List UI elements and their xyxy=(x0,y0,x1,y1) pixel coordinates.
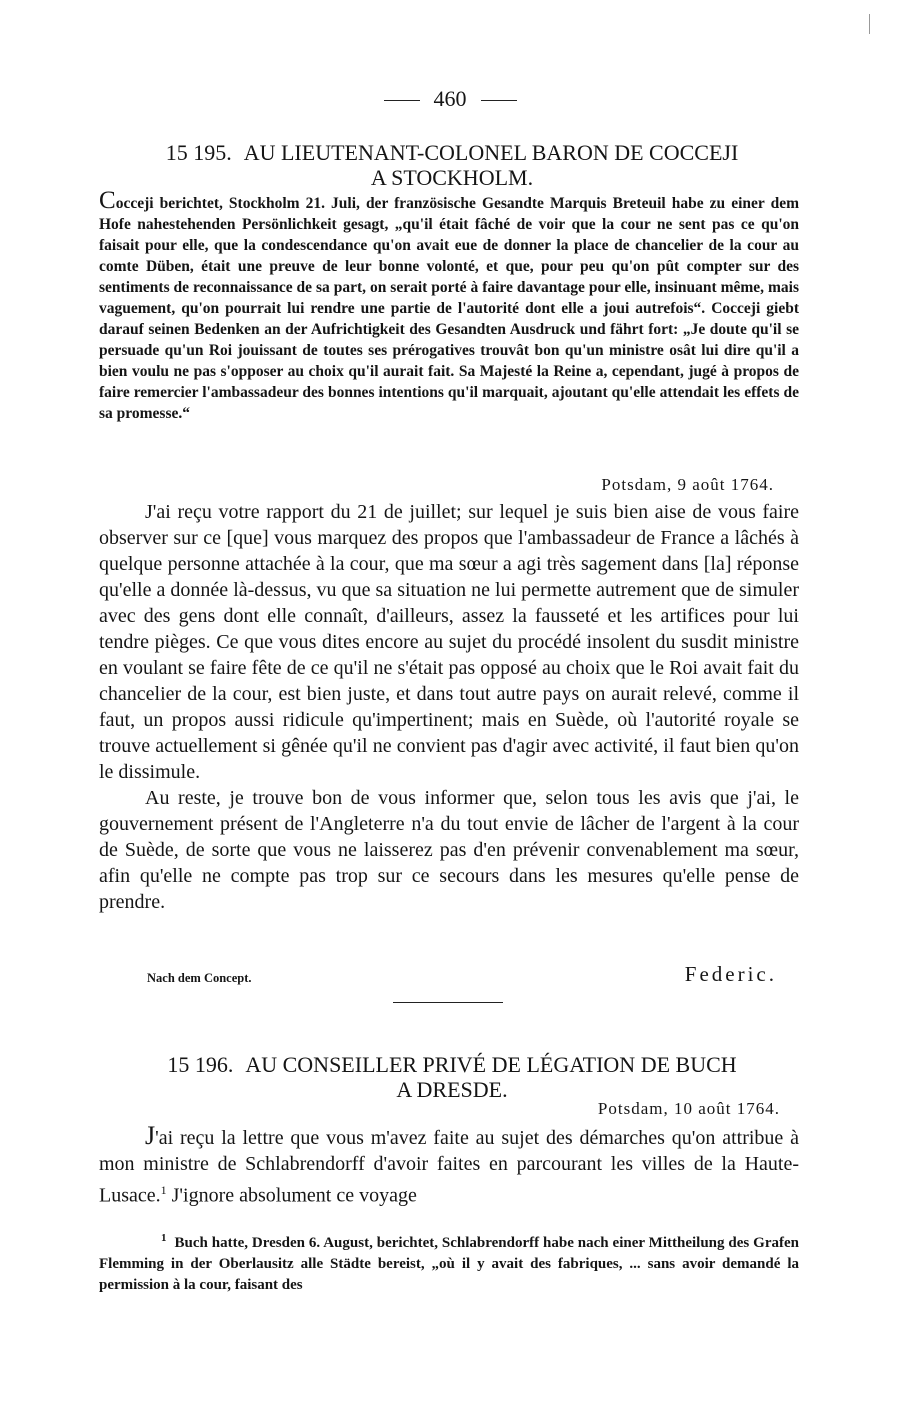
letter-heading-line1 xyxy=(108,1052,796,1077)
page-number-dash-right xyxy=(481,100,517,101)
page-number-text: 460 xyxy=(433,86,467,111)
letter-heading xyxy=(108,1052,796,1102)
summary-text: occeji berichtet, Stockholm 21. Juli, der französische Gesandte Marquis Breteuil habe zu einer dem Hofe nahestehenden Persönlichkeit gesagt, „qu'il était fâché de voir que la cour ne sent pas ce qu'on faisait pour elle, que la condescendance qu'on avait eue de donner la place de chancelier de la cour au comte Düben, était une preuve de leur bonne volonté, et que, pour peu qu'on pût compter sur des sentiments de reconnaissance de sa part, on serait porté à faire davantage pour elle, insinuant même, mais vaguement, qu'on pourrait lui rendre une partie de l'autorité dont elle a joui autrefois“. Cocceji giebt darauf seinen Bedenken an der Aufrichtigkeit des Gesandten Ausdruck und fährt fort: „Je doute qu'il se persuade qu'un Roi jouissant de toutes ses prérogatives trouvât bon qu'un ministre osât lui dire qu'il a bien voulu ne pas s'opposer au choix qu'il aurait fait. Sa Majesté la Reine a, cependant, jugé à propos de faire remercier l'ambassadeur des bonnes intentions qu'il marquait, ajoutant qu'elle attendait les effets de sa promesse.“ xyxy=(99,195,799,422)
page-number xyxy=(0,86,900,112)
source-note: Nach dem Concept. xyxy=(147,971,252,985)
letter-body xyxy=(99,499,799,915)
letter-paragraph: J'ai reçu votre rapport du 21 de juillet; sur lequel je suis bien aise de vous faire observer sur ce [que] vous marquez des propos que l'ambassadeur de France a lâchés à quelque personne attachée à la cour, que ma sœur a agi très sagement dans [la] réponse qu'elle a donnée là-dessus, vu que sa situation ne lui permette autrement que de simuler avec des gens dont elle connaît, d'ailleurs, assez la fausseté et les artifices pour lui tendre pièges. Ce que vous dites encore au sujet du procédé insolent du susdit ministre en voulant se faire fête de ce qu'il ne s'était pas opposé au choix que le Roi avait fait du chancelier de la cour, est bien juste, et dans tout autre pays on aurait relevé, comme il faut, un propos aussi ridicule qu'impertinent; mais en Suède, où l'autorité royale se trouve actuellement si gênée qu'il ne convient pas d'agir avec activité, il faut bien qu'on le dissimule. xyxy=(99,501,799,783)
letter-heading-line1 xyxy=(108,140,796,165)
letter-dateline: Potsdam, 9 août 1764. xyxy=(601,475,774,494)
scan-edge-mark xyxy=(869,14,870,34)
summary-initial: C xyxy=(99,187,116,214)
footnote xyxy=(99,1228,799,1296)
letter-heading-line2: A DRESDE. xyxy=(396,1077,508,1102)
letter-paragraph: Au reste, je trouve bon de vous informer que, selon tous les avis que j'ai, le gouvernement présent de l'Angleterre n'a du tout envie de lâcher de l'argent à la cour de Suède, de sorte que vous ne laisserez pas d'en prévenir convenablement ma sœur, afin qu'elle ne compte pas trop sur ce secours dans les mesures qu'elle pense de prendre. xyxy=(99,787,799,913)
letter-number: 15 195. xyxy=(165,140,232,165)
paragraph-text-continued: J'ignore absolument ce voyage xyxy=(171,1184,417,1207)
paragraph-initial: J xyxy=(145,1121,156,1150)
letter-recipient: AU LIEUTENANT-COLONEL BARON DE COCCEJI xyxy=(243,140,739,165)
letter-body xyxy=(99,1123,799,1209)
footnote-marker: 1 xyxy=(161,1232,167,1244)
section-separator xyxy=(393,1002,503,1003)
letter-heading xyxy=(108,140,796,190)
letter-recipient: AU CONSEILLER PRIVÉ DE LÉGATION DE BUCH xyxy=(245,1052,737,1077)
letter-paragraph xyxy=(99,1123,799,1209)
letter-number: 15 196. xyxy=(167,1052,234,1077)
footnote-reference: 1 xyxy=(160,1183,167,1197)
letter-dateline: Potsdam, 10 août 1764. xyxy=(597,1099,780,1118)
signature: Federic. xyxy=(684,962,777,986)
paragraph-text: 'ai reçu la lettre que vous m'avez faite au sujet des démarches qu'on attribue à mon ministre de Schlabrendorff d'avoir faites en parcourant les villes de la Haute-Lusace. xyxy=(99,1127,799,1207)
footnote-text: Buch hatte, Dresden 6. August, berichtet, Schlabrendorff habe nach einer Mittheilung des Grafen Flemming in der Oberlausitz alle Städte bereist, „où il y avait des fabriques, ... sans avoir demandé la permission à la cour, faisant des xyxy=(99,1235,799,1293)
letter-summary xyxy=(99,187,799,424)
letter-heading-line2: A STOCKHOLM. xyxy=(370,165,534,190)
page-number-dash-left xyxy=(384,100,420,101)
